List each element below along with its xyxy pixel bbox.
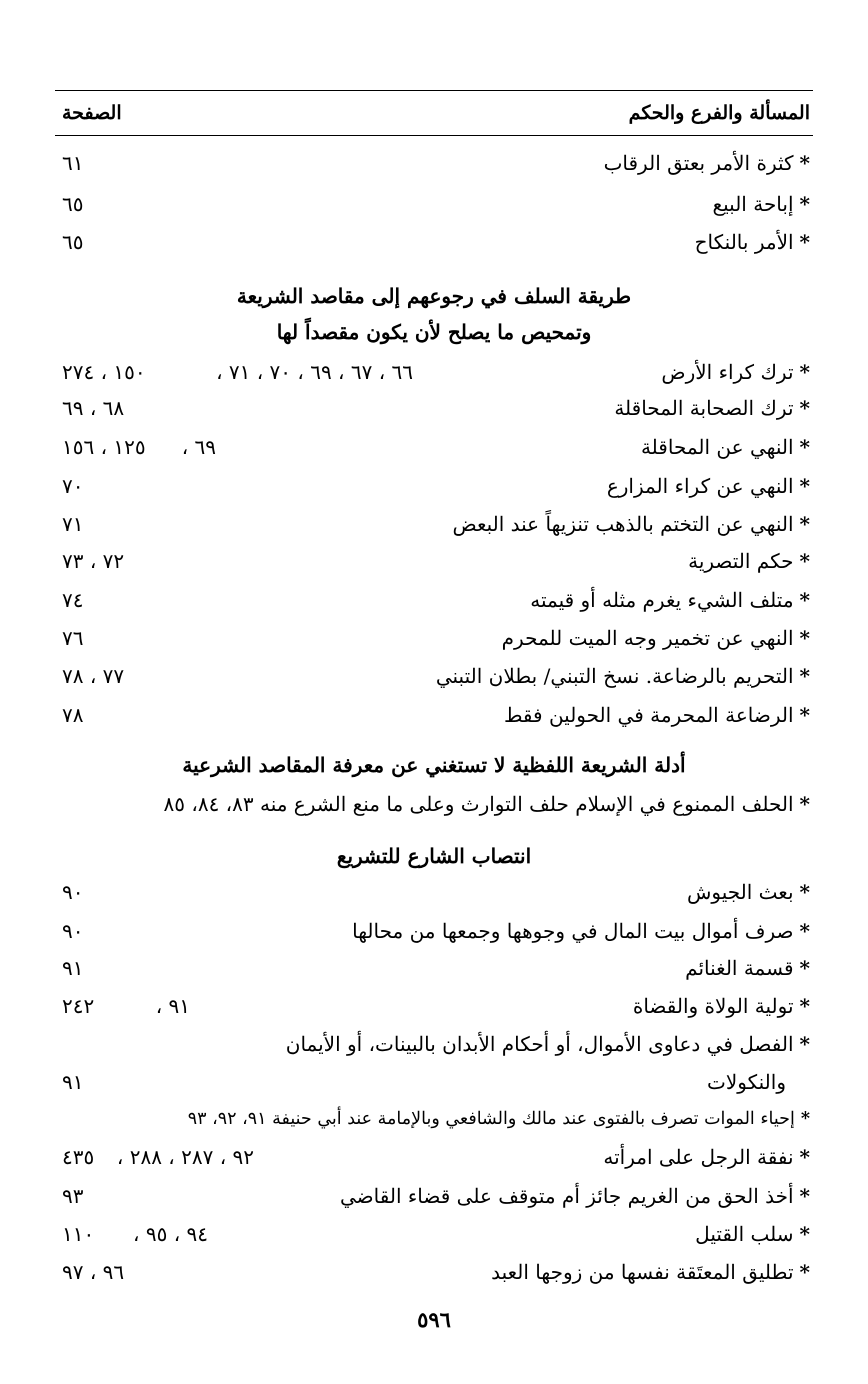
entry-text: بعث الجيوش [686, 880, 794, 904]
column-header-page: الصفحة [62, 102, 122, 124]
entry-text: النهي عن تخمير وجه الميت للمحرم [501, 626, 794, 650]
bullet-star: * [799, 626, 810, 650]
header-rule [55, 135, 813, 136]
index-entry [0, 583, 868, 621]
index-entry [0, 1102, 868, 1140]
bullet-star: * [799, 1184, 810, 1208]
entry-text: متلف الشيء يغرم مثله أو قيمته [530, 588, 794, 612]
bullet-star: * [799, 1222, 810, 1246]
index-entry [0, 1255, 868, 1293]
bullet-star: * [799, 792, 810, 816]
entry-pages: ٩٠ [62, 919, 84, 943]
entry-text: سلب القتيل [695, 1222, 794, 1246]
index-entry [0, 355, 868, 393]
index-entry [0, 659, 868, 697]
entry-pages: ١١٠ [62, 1222, 95, 1246]
entry-text: ترك كراء الأرض [661, 360, 794, 384]
entry-pages-mid: ٩٤ ، ٩٥ ، [133, 1222, 208, 1246]
entry-text: الحلف الممنوع في الإسلام حلف التوارث وعلى ما منع الشرع منه ٨٣، ٨٤، ٨٥ [163, 792, 794, 816]
index-entry [0, 875, 868, 913]
index-entry [0, 225, 868, 263]
index-entry [0, 146, 868, 184]
entry-text: حكم التصرية [688, 549, 794, 573]
entry-pages: ٩١ [62, 1070, 84, 1094]
bullet-star: * [799, 151, 810, 175]
index-entry [0, 1179, 868, 1217]
entry-pages-mid: ٩٢ ، ٢٨٧ ، ٢٨٨ ، [116, 1145, 254, 1169]
index-entry-continuation [0, 1065, 868, 1103]
entry-text: نفقة الرجل على امرأته [603, 1145, 794, 1169]
entry-pages: ٧٨ [62, 703, 84, 727]
entry-text: تولية الولاة والقضاة [632, 994, 794, 1018]
entry-text: الفصل في دعاوى الأموال، أو أحكام الأبدان بالبينات، أو الأيمان [285, 1032, 794, 1056]
entry-text: النهي عن كراء المزارع [606, 474, 794, 498]
entry-text: ترك الصحابة المحاقلة [614, 396, 794, 420]
bullet-star: * [799, 588, 810, 612]
bullet-star: * [800, 1109, 810, 1129]
entry-pages-mid: ٩١ ، [155, 994, 190, 1018]
entry-pages: ٩٣ [62, 1184, 84, 1208]
section-heading: انتصاب الشارع للتشريع [336, 844, 532, 868]
index-entry [0, 544, 868, 582]
entry-pages: ١٥٠ ، ٢٧٤ [62, 360, 146, 384]
index-entry [0, 391, 868, 429]
top-rule [55, 90, 813, 91]
index-entry [0, 698, 868, 736]
entry-text: إباحة البيع [712, 192, 794, 216]
column-header-topic: المسألة والفرع والحكم [628, 102, 810, 124]
bullet-star: * [799, 919, 810, 943]
entry-text: الرضاعة المحرمة في الحولين فقط [503, 703, 794, 727]
bullet-star: * [799, 435, 810, 459]
bullet-star: * [799, 956, 810, 980]
index-entry [0, 951, 868, 989]
entry-pages: ٩١ [62, 956, 84, 980]
bullet-star: * [799, 512, 810, 536]
index-entry [0, 787, 868, 825]
section-heading-line2: وتمحيص ما يصلح لأن يكون مقصداً لها [276, 320, 592, 344]
entry-text: كثرة الأمر بعتق الرقاب [603, 151, 794, 175]
bullet-star: * [799, 230, 810, 254]
index-entry [0, 1140, 868, 1178]
entry-text: إحياء الموات تصرف بالفتوى عند مالك والشافعي وبالإمامة عند أبي حنيفة ٩١، ٩٢، ٩٣ [187, 1109, 795, 1129]
section-heading: طريقة السلف في رجوعهم إلى مقاصد الشريعة [236, 284, 632, 308]
entry-text: قسمة الغنائم [685, 956, 794, 980]
entry-text: الأمر بالنكاح [694, 230, 794, 254]
index-entry [0, 1217, 868, 1255]
entry-pages: ٧٧ ، ٧٨ [62, 664, 125, 688]
entry-text: النهي عن المحاقلة [640, 435, 794, 459]
entry-text: صرف أموال بيت المال في وجوهها وجمعها من محالها [352, 919, 794, 943]
entry-pages: ٧٦ [62, 626, 84, 650]
bullet-star: * [799, 192, 810, 216]
page-number: ٥٩٦ [417, 1307, 451, 1332]
entry-pages: ٧٠ [62, 474, 84, 498]
bullet-star: * [799, 1145, 810, 1169]
index-entry [0, 914, 868, 952]
bullet-star: * [799, 664, 810, 688]
entry-pages-mid: ٦٦ ، ٦٧ ، ٦٩ ، ٧٠ ، ٧١ ، [216, 360, 413, 384]
bullet-star: * [799, 396, 810, 420]
entry-pages: ٦٥ [62, 192, 84, 216]
bullet-star: * [799, 1260, 810, 1284]
entry-pages: ٦٨ ، ٦٩ [62, 396, 125, 420]
entry-text: تطليق المعتَقة نفسها من زوجها العبد [491, 1260, 794, 1284]
entry-pages: ٦١ [62, 151, 84, 175]
bullet-star: * [799, 703, 810, 727]
bullet-star: * [799, 880, 810, 904]
bullet-star: * [799, 994, 810, 1018]
entry-pages: ٩٠ [62, 880, 84, 904]
index-entry [0, 989, 868, 1027]
section-heading: أدلة الشريعة اللفظية لا تستغني عن معرفة المقاصد الشرعية [182, 753, 686, 777]
entry-text: أخذ الحق من الغريم جائز أم متوقف على قضاء القاضي [340, 1184, 794, 1208]
bullet-star: * [799, 474, 810, 498]
entry-pages: ١٢٥ ، ١٥٦ [62, 435, 146, 459]
entry-pages: ٦٥ [62, 230, 84, 254]
entry-text: التحريم بالرضاعة. نسخ التبني/ بطلان التبني [435, 664, 794, 688]
index-entry [0, 1027, 868, 1065]
index-entry [0, 430, 868, 468]
entry-text: النهي عن التختم بالذهب تنزيهاً عند البعض [452, 512, 794, 536]
bullet-star: * [799, 360, 810, 384]
index-entry [0, 469, 868, 507]
index-entry [0, 507, 868, 545]
bullet-star: * [799, 549, 810, 573]
entry-pages: ٤٣٥ [62, 1145, 95, 1169]
entry-pages: ٧١ [62, 512, 84, 536]
entry-pages: ٧٢ ، ٧٣ [62, 549, 125, 573]
entry-pages: ٢٤٢ [62, 994, 95, 1018]
bullet-star: * [799, 1032, 810, 1056]
entry-text: والنكولات [707, 1070, 786, 1094]
index-entry [0, 187, 868, 225]
entry-pages: ٩٦ ، ٩٧ [62, 1260, 125, 1284]
entry-pages: ٧٤ [62, 588, 84, 612]
index-entry [0, 621, 868, 659]
entry-pages-mid: ٦٩ ، [181, 435, 216, 459]
